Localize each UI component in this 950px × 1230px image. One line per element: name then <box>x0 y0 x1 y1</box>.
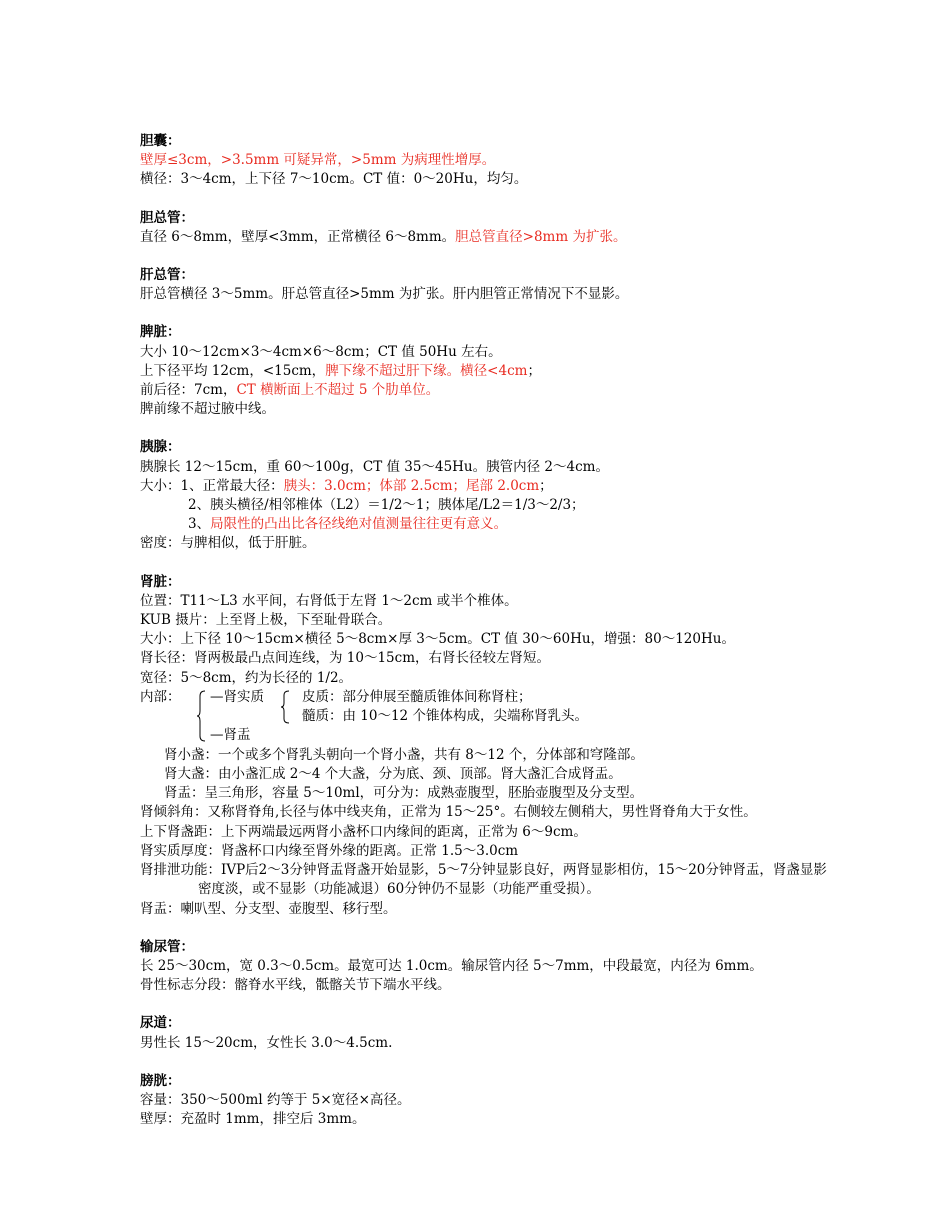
kidney-structure-diagram <box>140 688 830 746</box>
left-brace-icon <box>280 690 290 724</box>
section-bladder <box>140 1072 830 1130</box>
medulla-text: 髓质：由 10～12 个锥体构成，尖端称肾乳头。 <box>302 707 588 724</box>
text-line: 大小：上下径 10～15cm×横径 5～8cm×厚 3～5cm。CT 值 30～60Hu，增强：80～120Hu。 <box>140 631 735 648</box>
section-title: 输尿管： <box>140 938 194 955</box>
text-line: 大小 10～12cm×3～4cm×6～8cm；CT 值 50Hu 左右。 <box>140 343 502 360</box>
highlight-span: 局限性的凸出比各径线绝对值测量往往更有意义。 <box>210 516 508 533</box>
text-span: 上下径平均 12cm，<15cm， <box>140 362 326 379</box>
highlight-span: 脾下缘不超过肝下缘。横径<4cm <box>325 362 528 379</box>
text-line: 壁厚：充盈时 1mm，排空后 3mm。 <box>140 1111 366 1128</box>
pelvis-branch-label: —肾盂 <box>210 726 251 743</box>
text-line: 肾排泄功能：IVP后2～3分钟肾盂肾盏开始显影，5～7分钟显影良好，两肾显影相仿，15～20分钟肾盂，肾盏显影密度淡，或不显影（功能减退）60分钟仍不显影（功能严重受损）。 <box>140 862 827 898</box>
text-line <box>140 228 830 247</box>
parenchyma-label: —肾实质 <box>210 688 264 705</box>
text-span: 前后径：7cm， <box>140 382 237 399</box>
section-title: 肝总管： <box>140 267 194 284</box>
left-brace-icon <box>196 690 206 742</box>
highlight-span: 胆总管直径>8mm 为扩张。 <box>455 228 627 245</box>
text-line <box>140 362 830 381</box>
text-line <box>140 515 830 534</box>
text-line: 肾实质厚度：肾盏杯口内缘至肾外缘的距离。正常 1.5～3.0cm <box>140 842 519 859</box>
section-title: 肾脏： <box>140 573 181 590</box>
text-span: ； <box>527 362 541 379</box>
section-kidney <box>140 573 830 919</box>
text-line: 骨性标志分段：髂脊水平线，骶髂关节下端水平线。 <box>140 977 451 994</box>
section-urethra <box>140 1014 830 1052</box>
text-line: 肾倾斜角：又称肾脊角,长径与体中线夹角，正常为 15～25°。右侧较左侧稍大，男性肾脊角大于女性。 <box>140 804 757 821</box>
text-line: 位置：T11～L3 水平间，右肾低于左肾 1～2cm 或半个椎体。 <box>140 592 518 609</box>
text-line: 肝总管横径 3～5mm。肝总管直径>5mm 为扩张。肝内胆管正常情况下不显影。 <box>140 286 629 303</box>
text-span: 大小：1、正常最大径： <box>140 477 284 494</box>
inner-label: 内部： <box>140 688 181 705</box>
cortex-text: 皮质：部分伸展至髓质锥体间称肾柱； <box>302 688 532 705</box>
highlight-span: CT 横断面上不超过 5 个肋单位。 <box>236 382 440 399</box>
section-common-bile-duct <box>140 209 830 247</box>
text-line: 长 25～30cm，宽 0.3～0.5cm。最宽可达 1.0cm。输尿管内径 5～7mm，中段最宽，内径为 6mm。 <box>140 957 763 974</box>
section-title: 尿道： <box>140 1015 181 1032</box>
text-line: 肾盂：呈三角形，容量 5～10ml，可分为：成熟壶腹型，胚胎壶腹型及分支型。 <box>164 785 644 802</box>
text-line: 肾小盏：一个或多个肾乳头朝向一个肾小盏，共有 8～12 个，分体部和穹隆部。 <box>164 746 644 763</box>
text-line: 宽径：5～8cm，约为长径的 1/2。 <box>140 669 353 686</box>
text-line: 肾大盏：由小盏汇成 2～4 个大盏，分为底、颈、顶部。肾大盏汇合成肾盂。 <box>164 766 622 783</box>
section-title: 脾脏： <box>140 324 181 341</box>
text-line: 肾长径：肾两极最凸点间连线，为 10～15cm，右肾长径较左肾短。 <box>140 650 551 667</box>
section-title: 胆囊： <box>140 133 181 149</box>
text-line: 壁厚≤3cm，>3.5mm 可疑异常，>5mm 为病理性增厚。 <box>140 152 496 169</box>
text-span: ； <box>539 477 553 494</box>
text-line: 肾盂：喇叭型、分支型、壶腹型、移行型。 <box>140 900 397 917</box>
section-title: 胆总管： <box>140 209 194 226</box>
text-line <box>140 381 830 400</box>
section-spleen <box>140 323 830 419</box>
section-gallbladder <box>140 132 830 190</box>
highlight-span: 胰头：3.0cm；体部 2.5cm；尾部 2.0cm <box>283 477 540 494</box>
text-line: 胰腺长 12～15cm，重 60～100g，CT 值 35～45Hu。胰管内径 2～4cm。 <box>140 458 609 475</box>
document-content <box>140 132 830 1148</box>
text-line: 2、胰头横径/相邻椎体（L2）＝1/2～1；胰体尾/L2＝1/3～2/3； <box>188 497 585 514</box>
text-line: 密度：与脾相似，低于肝脏。 <box>140 535 316 552</box>
section-ureter <box>140 938 830 996</box>
text-line: 横径：3～4cm，上下径 7～10cm。CT 值：0～20Hu，均匀。 <box>140 171 528 188</box>
section-pancreas <box>140 438 830 553</box>
section-common-hepatic-duct <box>140 266 830 304</box>
text-line: 脾前缘不超过腋中线。 <box>140 401 275 418</box>
text-line: KUB 摄片：上至肾上极，下至耻骨联合。 <box>140 612 392 629</box>
text-line: 男性长 15～20cm，女性长 3.0～4.5cm. <box>140 1034 393 1051</box>
section-title: 胰腺： <box>140 439 181 456</box>
text-line <box>140 477 830 496</box>
text-line: 容量：350～500ml 约等于 5×宽径×高径。 <box>140 1091 411 1108</box>
text-line: 上下肾盏距：上下两端最远两肾小盏杯口内缘间的距离，正常为 6～9cm。 <box>140 823 587 840</box>
text-span: 直径 6～8mm，壁厚<3mm，正常横径 6～8mm。 <box>140 228 456 245</box>
text-span: 3、 <box>188 516 211 533</box>
section-title: 膀胱： <box>140 1072 181 1089</box>
